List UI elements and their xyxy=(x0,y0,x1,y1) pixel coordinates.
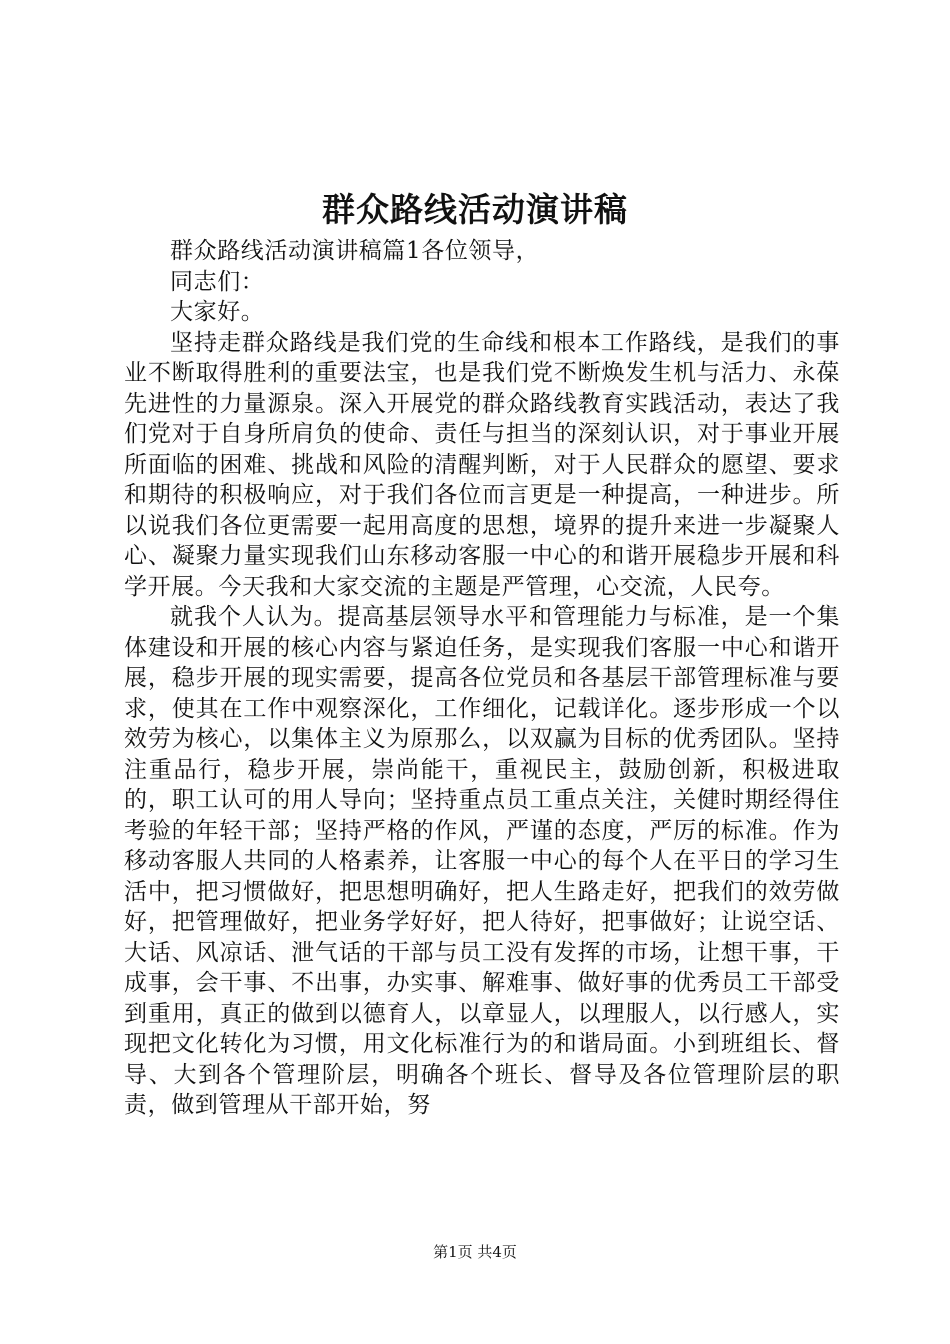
document-body xyxy=(124,236,840,1121)
paragraph: 坚持走群众路线是我们党的生命线和根本工作路线，是我们的事业不断取得胜利的重要法宝，也是我们党不断焕发生机与活力、永葆先进性的力量源泉。深入开展党的群众路线教育实践活动，表达了我们党对于自身所肩负的使命、责任与担当的深刻认识，对于事业开展所面临的困难、挑战和风险的清醒判断，对于人民群众的愿望、要求和期待的积极响应，对于我们各位而言更是一种提高，一种进步。所以说我们各位更需要一起用高度的思想，境界的提升来进一步凝聚人心、凝聚力量实现我们山东移动客服一中心的和谐开展稳步开展和科学开展。今天我和大家交流的主题是严管理，心交流，人民夸。 xyxy=(124,329,840,600)
paragraph: 大家好。 xyxy=(170,299,265,325)
paragraph: 同志们： xyxy=(170,268,265,295)
paragraph: 就我个人认为。提高基层领导水平和管理能力与标准，是一个集体建设和开展的核心内容与紧迫任务，是实现我们客服一中心和谐开展，稳步开展的现实需要，提高各位党员和各基层干部管理标准与要求，使其在工作中观察深化，工作细化，记载详化。逐步形成一个以效劳为核心，以集体主义为原那么，以双赢为目标的优秀团队。坚持注重品行，稳步开展，崇尚能干，重视民主，鼓励创新，积极进取的，职工认可的用人导向；坚持重点员工重点关注，关健时期经得住考验的年轻干部；坚持严格的作风，严谨的态度，严厉的标准。作为移动客服人共同的人格素养，让客服一中心的每个人在平日的学习生活中，把习惯做好，把思想明确好，把人生路走好，把我们的效劳做好，把管理做好，把业务学好好，把人待好，把事做好；让说空话、大话、风凉话、泄气话的干部与员工没有发挥的市场，让想干事，干成事，会干事、不出事，办实事、解难事、做好事的优秀员工干部受到重用，真正的做到以德育人，以章显人，以理服人，以行感人，实现把文化转化为习惯，用文化标准行为的和谐局面。小到班组长、督导、大到各个管理阶层，明确各个班长、督导及各位管理阶层的职责，做到管理从干部开始，努 xyxy=(124,604,840,1118)
page-footer: 第1页 共4页 xyxy=(433,1243,517,1261)
paragraph: 群众路线活动演讲稿篇1各位领导， xyxy=(170,238,540,264)
document-title: 群众路线活动演讲稿 xyxy=(322,190,628,229)
